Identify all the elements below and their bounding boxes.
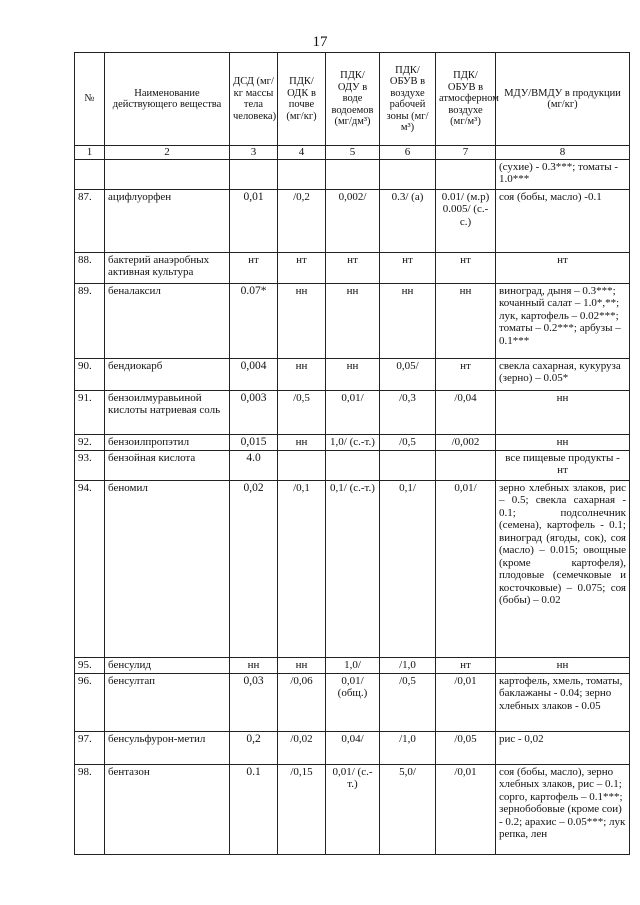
column-index: 8 <box>496 146 630 160</box>
row-dsd: 0,01 <box>230 189 278 252</box>
table-row <box>75 480 630 657</box>
row-no: 88. <box>75 252 105 283</box>
row-soil: /0,5 <box>278 390 326 434</box>
row-mdu: нн <box>496 434 630 450</box>
row-dsd: 0,2 <box>230 731 278 764</box>
row-dsd: 0,003 <box>230 390 278 434</box>
row-dsd: нт <box>230 252 278 283</box>
page-number: 17 <box>312 34 328 50</box>
column-index: 5 <box>326 146 380 160</box>
header-no: № <box>75 53 105 146</box>
column-index: 4 <box>278 146 326 160</box>
table-row <box>75 358 630 390</box>
row-water <box>326 159 380 189</box>
pesticide-table <box>74 52 630 855</box>
row-work: 0,1/ <box>380 480 436 657</box>
row-name: бактерий анаэробных активная культура <box>105 252 230 283</box>
row-dsd: 4.0 <box>230 450 278 480</box>
header-pdk-water: ПДК/ ОДУ в воде водоемов (мг/дм³) <box>326 53 380 146</box>
column-index: 3 <box>230 146 278 160</box>
row-atm: нт <box>436 657 496 673</box>
row-water: 1,0/ (с.-т.) <box>326 434 380 450</box>
row-no: 95. <box>75 657 105 673</box>
row-no: 91. <box>75 390 105 434</box>
row-atm: /0,04 <box>436 390 496 434</box>
row-water: 0,1/ (с.-т.) <box>326 480 380 657</box>
row-no <box>75 159 105 189</box>
row-atm: /0,05 <box>436 731 496 764</box>
row-name: ацифлуорфен <box>105 189 230 252</box>
row-name: бендиокарб <box>105 358 230 390</box>
column-index-row <box>75 146 630 160</box>
row-atm: 0.01/ (м.р) 0.005/ (с.-с.) <box>436 189 496 252</box>
row-dsd: 0,004 <box>230 358 278 390</box>
row-no: 92. <box>75 434 105 450</box>
row-name: бентазон <box>105 764 230 854</box>
row-name: бензоилмуравьиной кислоты натриевая соль <box>105 390 230 434</box>
row-soil: нн <box>278 657 326 673</box>
row-water <box>326 450 380 480</box>
row-atm: /0,002 <box>436 434 496 450</box>
table-row <box>75 252 630 283</box>
row-dsd: нн <box>230 657 278 673</box>
row-work: /0,5 <box>380 434 436 450</box>
row-water: 0,01/ (общ.) <box>326 673 380 731</box>
row-soil: нн <box>278 434 326 450</box>
row-atm: нн <box>436 283 496 358</box>
row-name: бенсултап <box>105 673 230 731</box>
table-row <box>75 673 630 731</box>
row-no: 90. <box>75 358 105 390</box>
row-work: /1,0 <box>380 731 436 764</box>
row-mdu: нн <box>496 657 630 673</box>
row-mdu: рис - 0,02 <box>496 731 630 764</box>
row-name: беномил <box>105 480 230 657</box>
row-soil <box>278 450 326 480</box>
row-work <box>380 159 436 189</box>
header-name: Наименование действующего вещества <box>105 53 230 146</box>
row-no: 93. <box>75 450 105 480</box>
row-mdu: соя (бобы, масло) -0.1 <box>496 189 630 252</box>
row-soil: /0,06 <box>278 673 326 731</box>
row-water: нт <box>326 252 380 283</box>
row-mdu: нн <box>496 390 630 434</box>
row-dsd: 0.07* <box>230 283 278 358</box>
header-mdu: МДУ/ВМДУ в продукции (мг/кг) <box>496 53 630 146</box>
row-mdu: соя (бобы, масло), зерно хлебных злаков, рис – 0.1; сорго, картофель – 0.1***; зернобобовые (кроме сои) - 0.2; арахис – 0.05***; лук репка, лен <box>496 764 630 854</box>
row-soil <box>278 159 326 189</box>
row-mdu: (сухие) - 0.3***; томаты - 1.0*** <box>496 159 630 189</box>
row-name <box>105 159 230 189</box>
row-soil: /0,15 <box>278 764 326 854</box>
row-atm <box>436 450 496 480</box>
row-no: 87. <box>75 189 105 252</box>
row-dsd: 0,02 <box>230 480 278 657</box>
row-water: 0,01/ (с.-т.) <box>326 764 380 854</box>
column-index: 7 <box>436 146 496 160</box>
row-work: /0,5 <box>380 673 436 731</box>
row-atm: /0,01 <box>436 764 496 854</box>
row-work: /1,0 <box>380 657 436 673</box>
row-mdu: картофель, хмель, томаты, баклажаны - 0.04; зерно хлебных злаков - 0.05 <box>496 673 630 731</box>
table-row <box>75 764 630 854</box>
row-dsd: 0,03 <box>230 673 278 731</box>
row-no: 97. <box>75 731 105 764</box>
table-row <box>75 390 630 434</box>
row-dsd: 0.1 <box>230 764 278 854</box>
column-index: 1 <box>75 146 105 160</box>
table-row <box>75 450 630 480</box>
row-water: нн <box>326 358 380 390</box>
row-mdu: зерно хлебных злаков, рис – 0.5; свекла сахарная - 0.1; подсолнечник (семена), картофель - 0.1; виноград (ягоды, сок), соя (масло) – 0.015; овощные (кроме картофеля), плодовые (семечковые и косточковые) – 0.075; соя (бобы) – 0.02 <box>496 480 630 657</box>
row-mdu: свекла сахарная, кукуруза (зерно) – 0.05* <box>496 358 630 390</box>
row-name: бензойная кислота <box>105 450 230 480</box>
row-water: 0,04/ <box>326 731 380 764</box>
table-row <box>75 189 630 252</box>
header-pdk-soil: ПДК/ ОДК в почве (мг/кг) <box>278 53 326 146</box>
table-row <box>75 657 630 673</box>
row-atm: /0,01 <box>436 673 496 731</box>
row-dsd <box>230 159 278 189</box>
column-index: 2 <box>105 146 230 160</box>
row-name: бенсулид <box>105 657 230 673</box>
row-work: нн <box>380 283 436 358</box>
row-name: бензоилпропэтил <box>105 434 230 450</box>
row-work <box>380 450 436 480</box>
row-name: бенсульфурон-метил <box>105 731 230 764</box>
row-name: беналаксил <box>105 283 230 358</box>
header-dsd: ДСД (мг/кг массы тела человека) <box>230 53 278 146</box>
row-work: 0.3/ (а) <box>380 189 436 252</box>
row-mdu: все пищевые продукты - нт <box>496 450 630 480</box>
row-soil: нн <box>278 283 326 358</box>
row-water: нн <box>326 283 380 358</box>
row-no: 94. <box>75 480 105 657</box>
row-no: 89. <box>75 283 105 358</box>
row-water: 1,0/ <box>326 657 380 673</box>
row-soil: /0,2 <box>278 189 326 252</box>
header-row <box>75 53 630 146</box>
row-no: 96. <box>75 673 105 731</box>
row-mdu: нт <box>496 252 630 283</box>
table-row <box>75 731 630 764</box>
row-dsd: 0,015 <box>230 434 278 450</box>
row-soil: /0,02 <box>278 731 326 764</box>
row-soil: нн <box>278 358 326 390</box>
header-pdk-atm: ПДК/ ОБУВ в атмосферном воздухе (мг/м³) <box>436 53 496 146</box>
row-work: 5,0/ <box>380 764 436 854</box>
row-work: нт <box>380 252 436 283</box>
row-water: 0,01/ <box>326 390 380 434</box>
row-atm <box>436 159 496 189</box>
row-no: 98. <box>75 764 105 854</box>
row-work: 0,05/ <box>380 358 436 390</box>
table-row <box>75 283 630 358</box>
row-water: 0,002/ <box>326 189 380 252</box>
table-row <box>75 434 630 450</box>
header-pdk-workzone: ПДК/ ОБУВ в воздухе рабочей зоны (мг/м³) <box>380 53 436 146</box>
row-atm: 0,01/ <box>436 480 496 657</box>
row-mdu: виноград, дыня – 0.3***; кочанный салат – 1.0*,**; лук, картофель – 0.02***; томаты – 0.2***; арбузы – 0.1*** <box>496 283 630 358</box>
column-index: 6 <box>380 146 436 160</box>
row-work: /0,3 <box>380 390 436 434</box>
row-soil: /0,1 <box>278 480 326 657</box>
row-atm: нт <box>436 358 496 390</box>
table-row <box>75 159 630 189</box>
row-atm: нт <box>436 252 496 283</box>
row-soil: нт <box>278 252 326 283</box>
